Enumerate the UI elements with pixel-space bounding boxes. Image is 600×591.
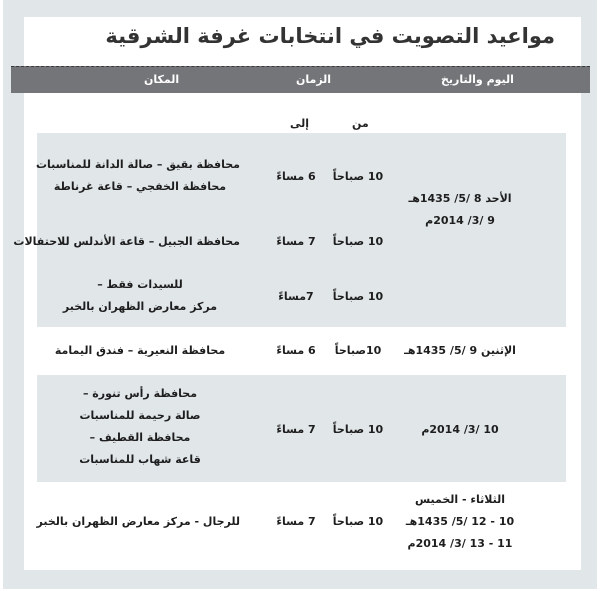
- header-time: الزمان: [296, 73, 332, 86]
- place-line: قاعة شهاب للمناسبات: [79, 453, 201, 466]
- slot-from: 10 صباحاً: [332, 423, 384, 436]
- slot-place: [13, 231, 240, 253]
- slot-to: 7 مساءً: [276, 515, 316, 528]
- slot-from: 10صباحاً: [334, 344, 382, 357]
- place-line: للسيدات فقط –: [97, 278, 183, 291]
- slot-to: 6 مساءً: [276, 170, 316, 183]
- subheader-to: إلى: [290, 117, 310, 130]
- date-line: 10 - 12 /5/ 1435هـ: [405, 515, 515, 528]
- place-line: محافظة رأس تنورة –: [82, 387, 198, 400]
- slot-to: 7 مساءً: [276, 235, 316, 248]
- subheader-from: من: [352, 117, 369, 130]
- slot-from: 10 صباحاً: [332, 290, 384, 303]
- place-line: مركز معارض الظهران بالخبر: [62, 300, 218, 313]
- table-row-date: [400, 489, 520, 555]
- header-date: اليوم والتاريخ: [441, 73, 514, 86]
- table-row-date: [400, 188, 520, 232]
- place-line: محافظة الجبيل – قاعة الأندلس للاحتفالات: [13, 235, 240, 248]
- slot-to: 6 مساءً: [276, 344, 316, 357]
- page-title: مواعيد التصويت في انتخابات غرفة الشرقية: [105, 24, 555, 48]
- date-line: 9 /3/ 2014م: [425, 214, 495, 227]
- slot-place: [40, 383, 240, 471]
- date-line: الثلاثاء - الخميس: [414, 493, 506, 506]
- place-line: محافظة القطيف –: [89, 431, 191, 444]
- place-line: صالة رحيمة للمناسبات: [79, 409, 201, 422]
- place-line: للرجال - مركز معارض الظهران بالخبر: [36, 515, 240, 528]
- slot-place: [40, 274, 240, 318]
- date-line: الأحد 8 /5/ 1435هـ: [408, 192, 512, 205]
- slot-place: [40, 340, 240, 362]
- slot-to: 7 مساءً: [276, 423, 316, 436]
- slot-to: 7مساءً: [278, 290, 314, 303]
- slot-from: 10 صباحاً: [332, 235, 384, 248]
- date-line: 10 /3/ 2014م: [421, 423, 499, 436]
- table-row-date: [400, 340, 520, 362]
- place-line: محافظة الخفجي – قاعة غرناطة: [53, 180, 227, 193]
- header-place: المكان: [144, 73, 180, 86]
- table-row-date: [400, 419, 520, 441]
- date-line: الإثنين 9 /5/ 1435هـ: [404, 344, 516, 357]
- slot-place: [35, 154, 240, 198]
- table-header: [11, 66, 590, 93]
- place-line: محافظة النعيرية – فندق اليمامة: [54, 344, 226, 357]
- date-line: 11 - 13 /3/ 2014م: [407, 537, 513, 550]
- slot-from: 10 صباحاً: [332, 170, 384, 183]
- place-line: محافظة بقيق – صالة الدانة للمناسبات: [35, 158, 240, 171]
- slot-from: 10 صباحاً: [332, 515, 384, 528]
- slot-place: [36, 511, 240, 533]
